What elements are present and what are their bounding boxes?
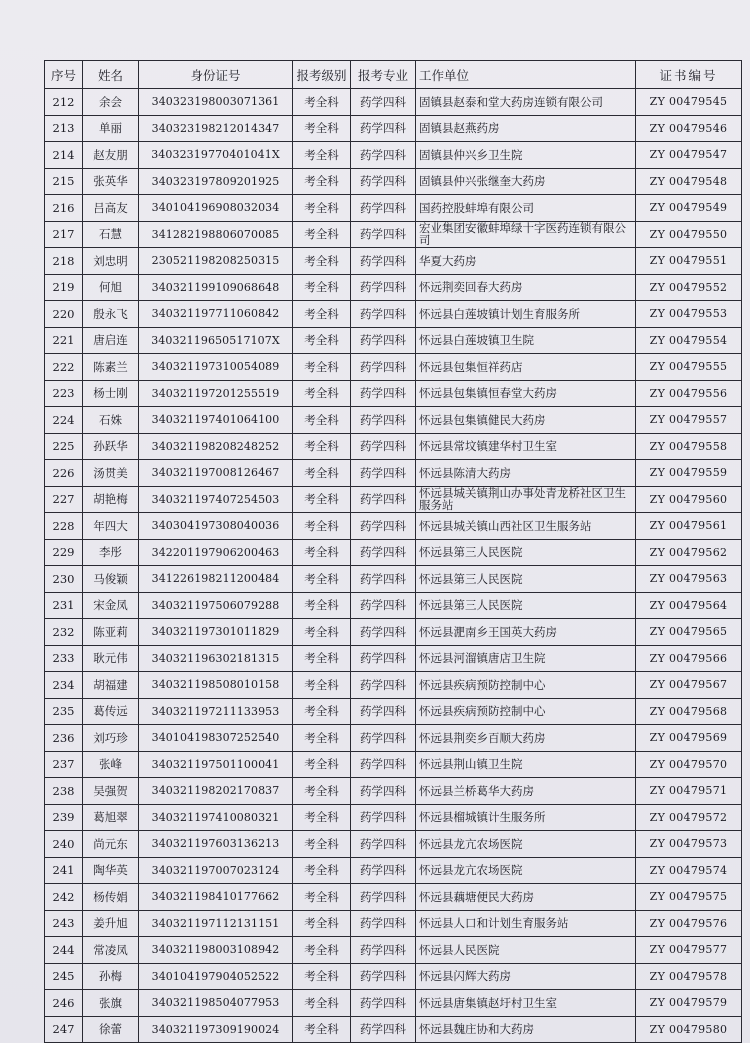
- cell-exam-major: 药学四科: [351, 619, 416, 646]
- cell-exam-major: 药学四科: [351, 327, 416, 354]
- cell-exam-major: 药学四科: [351, 566, 416, 593]
- cell-work-unit: 怀远县河溜镇唐店卫生院: [416, 645, 636, 672]
- cell-exam-major: 药学四科: [351, 460, 416, 487]
- cell-exam-level: 考全科: [293, 804, 351, 831]
- cell-exam-major: 药学四科: [351, 937, 416, 964]
- cell-index: 240: [45, 831, 83, 858]
- cell-name: 姜升旭: [83, 910, 139, 937]
- cell-id-number: 341282198806070085: [139, 221, 293, 248]
- cell-index: 231: [45, 592, 83, 619]
- cell-id-number: 340321198003108942: [139, 937, 293, 964]
- cell-id-number: 340321197407254503: [139, 486, 293, 513]
- cell-name: 葛旭翠: [83, 804, 139, 831]
- table-row: [45, 380, 742, 407]
- cell-work-unit: 怀远县藕塘便民大药房: [416, 884, 636, 911]
- cell-certificate-number: ZY 00479552: [636, 274, 742, 301]
- cell-name: 吕高友: [83, 195, 139, 222]
- cell-work-unit: 怀远县陈清大药房: [416, 460, 636, 487]
- cell-id-number: 340321197501100041: [139, 751, 293, 778]
- table-row: [45, 195, 742, 222]
- cell-index: 247: [45, 1016, 83, 1043]
- table-row: [45, 698, 742, 725]
- cell-certificate-number: ZY 00479565: [636, 619, 742, 646]
- table-row: [45, 645, 742, 672]
- cell-name: 宋金凤: [83, 592, 139, 619]
- table-header-row: [45, 61, 742, 89]
- cell-name: 唐启连: [83, 327, 139, 354]
- cell-exam-major: 药学四科: [351, 380, 416, 407]
- header-index: 序号: [45, 61, 83, 89]
- cell-index: 222: [45, 354, 83, 381]
- cell-exam-major: 药学四科: [351, 539, 416, 566]
- cell-work-unit: 怀远县包集恒祥药店: [416, 354, 636, 381]
- cell-id-number: 340323197809201925: [139, 168, 293, 195]
- cell-id-number: 340104197904052522: [139, 963, 293, 990]
- cell-exam-level: 考全科: [293, 884, 351, 911]
- cell-id-number: 340321198202170837: [139, 778, 293, 805]
- cell-id-number: 34032319770401041X: [139, 142, 293, 169]
- cell-exam-level: 考全科: [293, 354, 351, 381]
- cell-name: 余会: [83, 89, 139, 116]
- cell-exam-major: 药学四科: [351, 778, 416, 805]
- cell-index: 215: [45, 168, 83, 195]
- cell-id-number: 342201197906200463: [139, 539, 293, 566]
- cell-exam-level: 考全科: [293, 725, 351, 752]
- cell-exam-major: 药学四科: [351, 884, 416, 911]
- cell-exam-level: 考全科: [293, 248, 351, 275]
- cell-work-unit: 怀远县榴城镇计生服务所: [416, 804, 636, 831]
- cell-work-unit: 怀远县人口和计划生育服务站: [416, 910, 636, 937]
- table-row: [45, 89, 742, 116]
- cell-certificate-number: ZY 00479562: [636, 539, 742, 566]
- cell-exam-level: 考全科: [293, 910, 351, 937]
- cell-exam-major: 药学四科: [351, 698, 416, 725]
- cell-work-unit: 固镇县仲兴乡卫生院: [416, 142, 636, 169]
- cell-exam-major: 药学四科: [351, 486, 416, 513]
- cell-index: 242: [45, 884, 83, 911]
- cell-id-number: 340321198410177662: [139, 884, 293, 911]
- cell-exam-major: 药学四科: [351, 89, 416, 116]
- cell-exam-level: 考全科: [293, 857, 351, 884]
- table-row: [45, 221, 742, 248]
- cell-exam-level: 考全科: [293, 513, 351, 540]
- cell-exam-major: 药学四科: [351, 115, 416, 142]
- cell-index: 216: [45, 195, 83, 222]
- cell-certificate-number: ZY 00479550: [636, 221, 742, 248]
- cell-certificate-number: ZY 00479545: [636, 89, 742, 116]
- cell-exam-level: 考全科: [293, 539, 351, 566]
- cell-certificate-number: ZY 00479547: [636, 142, 742, 169]
- cell-certificate-number: ZY 00479557: [636, 407, 742, 434]
- cell-name: 杨士刚: [83, 380, 139, 407]
- cell-index: 219: [45, 274, 83, 301]
- cell-exam-major: 药学四科: [351, 831, 416, 858]
- cell-exam-major: 药学四科: [351, 274, 416, 301]
- cell-id-number: 340321199109068648: [139, 274, 293, 301]
- cell-name: 陶华英: [83, 857, 139, 884]
- cell-exam-level: 考全科: [293, 990, 351, 1017]
- table-row: [45, 963, 742, 990]
- cell-id-number: 341226198211200484: [139, 566, 293, 593]
- table-row: [45, 248, 742, 275]
- cell-exam-major: 药学四科: [351, 407, 416, 434]
- table-row: [45, 990, 742, 1017]
- cell-id-number: 340321197401064100: [139, 407, 293, 434]
- cell-work-unit: 怀远县第三人民医院: [416, 592, 636, 619]
- table-row: [45, 354, 742, 381]
- cell-index: 230: [45, 566, 83, 593]
- table-row: [45, 327, 742, 354]
- cell-work-unit: 怀远县荆奕乡百顺大药房: [416, 725, 636, 752]
- cell-id-number: 340321197201255519: [139, 380, 293, 407]
- cell-certificate-number: ZY 00479569: [636, 725, 742, 752]
- table-row: [45, 407, 742, 434]
- cell-certificate-number: ZY 00479575: [636, 884, 742, 911]
- table-row: [45, 804, 742, 831]
- header-name: 姓名: [83, 61, 139, 89]
- cell-id-number: 340321197211133953: [139, 698, 293, 725]
- cell-work-unit: 怀远县常坟镇建华村卫生室: [416, 433, 636, 460]
- cell-index: 241: [45, 857, 83, 884]
- cell-index: 212: [45, 89, 83, 116]
- cell-certificate-number: ZY 00479555: [636, 354, 742, 381]
- cell-index: 246: [45, 990, 83, 1017]
- table-row: [45, 778, 742, 805]
- cell-id-number: 34032119650517107X: [139, 327, 293, 354]
- header-exam-level: 报考级别: [293, 61, 351, 89]
- cell-exam-major: 药学四科: [351, 672, 416, 699]
- cell-id-number: 340321198208248252: [139, 433, 293, 460]
- cell-name: 刘忠明: [83, 248, 139, 275]
- cell-work-unit: 固镇县赵泰和堂大药房连锁有限公司: [416, 89, 636, 116]
- cell-exam-level: 考全科: [293, 407, 351, 434]
- cell-certificate-number: ZY 00479574: [636, 857, 742, 884]
- cell-name: 年四大: [83, 513, 139, 540]
- cell-certificate-number: ZY 00479579: [636, 990, 742, 1017]
- cell-id-number: 340104196908032034: [139, 195, 293, 222]
- cell-index: 244: [45, 937, 83, 964]
- cell-index: 237: [45, 751, 83, 778]
- cell-exam-level: 考全科: [293, 433, 351, 460]
- cell-exam-major: 药学四科: [351, 142, 416, 169]
- cell-work-unit: 怀远县第三人民医院: [416, 539, 636, 566]
- cell-exam-major: 药学四科: [351, 1016, 416, 1043]
- table-row: [45, 619, 742, 646]
- cell-certificate-number: ZY 00479548: [636, 168, 742, 195]
- cell-index: 245: [45, 963, 83, 990]
- table-body: [45, 89, 742, 1043]
- cell-exam-level: 考全科: [293, 89, 351, 116]
- cell-exam-major: 药学四科: [351, 725, 416, 752]
- cell-work-unit: 怀远县包集镇健民大药房: [416, 407, 636, 434]
- cell-work-unit: 怀远县兰桥葛华大药房: [416, 778, 636, 805]
- cell-index: 225: [45, 433, 83, 460]
- cell-certificate-number: ZY 00479549: [636, 195, 742, 222]
- cell-certificate-number: ZY 00479571: [636, 778, 742, 805]
- table-row: [45, 884, 742, 911]
- cell-exam-level: 考全科: [293, 592, 351, 619]
- table-row: [45, 937, 742, 964]
- cell-name: 殷永飞: [83, 301, 139, 328]
- cell-work-unit: 怀远县疾病预防控制中心: [416, 672, 636, 699]
- cell-exam-major: 药学四科: [351, 804, 416, 831]
- cell-name: 吴强贺: [83, 778, 139, 805]
- cell-exam-major: 药学四科: [351, 248, 416, 275]
- cell-id-number: 340321197410080321: [139, 804, 293, 831]
- table-row: [45, 831, 742, 858]
- cell-exam-major: 药学四科: [351, 751, 416, 778]
- cell-exam-level: 考全科: [293, 301, 351, 328]
- table-row: [45, 168, 742, 195]
- cell-index: 218: [45, 248, 83, 275]
- cell-name: 尚元东: [83, 831, 139, 858]
- cell-index: 232: [45, 619, 83, 646]
- cell-id-number: 340321198508010158: [139, 672, 293, 699]
- cell-work-unit: 怀远县龙亢农场医院: [416, 831, 636, 858]
- cell-index: 243: [45, 910, 83, 937]
- cell-exam-major: 药学四科: [351, 857, 416, 884]
- cell-exam-major: 药学四科: [351, 168, 416, 195]
- cell-exam-level: 考全科: [293, 274, 351, 301]
- cell-work-unit: 怀远县城关镇荆山办事处青龙桥社区卫生服务站: [416, 486, 636, 513]
- cell-certificate-number: ZY 00479578: [636, 963, 742, 990]
- table-row: [45, 592, 742, 619]
- cell-exam-level: 考全科: [293, 751, 351, 778]
- cell-exam-level: 考全科: [293, 168, 351, 195]
- cell-index: 226: [45, 460, 83, 487]
- cell-certificate-number: ZY 00479558: [636, 433, 742, 460]
- cell-work-unit: 怀远县唐集镇赵圩村卫生室: [416, 990, 636, 1017]
- cell-exam-level: 考全科: [293, 831, 351, 858]
- cell-name: 耿元伟: [83, 645, 139, 672]
- cell-name: 石慧: [83, 221, 139, 248]
- cell-name: 刘巧珍: [83, 725, 139, 752]
- cell-work-unit: 固镇县仲兴张继奎大药房: [416, 168, 636, 195]
- cell-index: 234: [45, 672, 83, 699]
- cell-name: 陈素兰: [83, 354, 139, 381]
- cell-work-unit: 怀远县荆山镇卫生院: [416, 751, 636, 778]
- cell-certificate-number: ZY 00479564: [636, 592, 742, 619]
- cell-name: 李彤: [83, 539, 139, 566]
- cell-exam-level: 考全科: [293, 221, 351, 248]
- table-row: [45, 486, 742, 513]
- cell-id-number: 340321198504077953: [139, 990, 293, 1017]
- cell-exam-level: 考全科: [293, 963, 351, 990]
- cell-exam-level: 考全科: [293, 380, 351, 407]
- cell-exam-major: 药学四科: [351, 592, 416, 619]
- cell-id-number: 340321197301011829: [139, 619, 293, 646]
- table-row: [45, 301, 742, 328]
- cell-exam-major: 药学四科: [351, 963, 416, 990]
- cell-index: 229: [45, 539, 83, 566]
- cell-work-unit: 怀远县人民医院: [416, 937, 636, 964]
- cell-exam-level: 考全科: [293, 460, 351, 487]
- cell-id-number: 340321197711060842: [139, 301, 293, 328]
- cell-certificate-number: ZY 00479566: [636, 645, 742, 672]
- cell-name: 何旭: [83, 274, 139, 301]
- cell-certificate-number: ZY 00479570: [636, 751, 742, 778]
- cell-id-number: 340321197506079288: [139, 592, 293, 619]
- cell-name: 单丽: [83, 115, 139, 142]
- cell-name: 孙跃华: [83, 433, 139, 460]
- cell-name: 杨传娟: [83, 884, 139, 911]
- cell-name: 汤贯美: [83, 460, 139, 487]
- table-row: [45, 566, 742, 593]
- cell-certificate-number: ZY 00479551: [636, 248, 742, 275]
- cell-work-unit: 怀远县第三人民医院: [416, 566, 636, 593]
- table-row: [45, 539, 742, 566]
- cell-certificate-number: ZY 00479560: [636, 486, 742, 513]
- cell-name: 张英华: [83, 168, 139, 195]
- table-row: [45, 274, 742, 301]
- certificate-roster-table: [44, 60, 742, 1043]
- cell-index: 221: [45, 327, 83, 354]
- cell-id-number: 340321197112131151: [139, 910, 293, 937]
- cell-exam-level: 考全科: [293, 698, 351, 725]
- cell-id-number: 230521198208250315: [139, 248, 293, 275]
- cell-work-unit: 怀远县城关镇山西社区卫生服务站: [416, 513, 636, 540]
- cell-id-number: 340323198003071361: [139, 89, 293, 116]
- cell-index: 217: [45, 221, 83, 248]
- cell-exam-level: 考全科: [293, 672, 351, 699]
- table-row: [45, 857, 742, 884]
- cell-name: 石姝: [83, 407, 139, 434]
- table-row: [45, 460, 742, 487]
- cell-index: 220: [45, 301, 83, 328]
- cell-exam-major: 药学四科: [351, 433, 416, 460]
- cell-work-unit: 怀远荆奕回春大药房: [416, 274, 636, 301]
- cell-work-unit: 怀远县魏庄协和大药房: [416, 1016, 636, 1043]
- table-row: [45, 910, 742, 937]
- table-row: [45, 672, 742, 699]
- cell-work-unit: 怀远县白莲坡镇卫生院: [416, 327, 636, 354]
- table-row: [45, 751, 742, 778]
- cell-id-number: 340323198212014347: [139, 115, 293, 142]
- cell-exam-level: 考全科: [293, 1016, 351, 1043]
- cell-index: 224: [45, 407, 83, 434]
- cell-index: 239: [45, 804, 83, 831]
- cell-work-unit: 怀远县闪辉大药房: [416, 963, 636, 990]
- cell-name: 葛传远: [83, 698, 139, 725]
- cell-index: 236: [45, 725, 83, 752]
- cell-certificate-number: ZY 00479577: [636, 937, 742, 964]
- table-row: [45, 142, 742, 169]
- cell-index: 214: [45, 142, 83, 169]
- cell-certificate-number: ZY 00479576: [636, 910, 742, 937]
- cell-exam-level: 考全科: [293, 486, 351, 513]
- cell-work-unit: 怀远县白莲坡镇计划生育服务所: [416, 301, 636, 328]
- cell-name: 常凌凤: [83, 937, 139, 964]
- cell-exam-major: 药学四科: [351, 195, 416, 222]
- cell-exam-level: 考全科: [293, 778, 351, 805]
- cell-certificate-number: ZY 00479573: [636, 831, 742, 858]
- cell-certificate-number: ZY 00479546: [636, 115, 742, 142]
- cell-index: 233: [45, 645, 83, 672]
- table-row: [45, 115, 742, 142]
- cell-id-number: 340304197308040036: [139, 513, 293, 540]
- header-certificate-number: 证书编号: [636, 61, 742, 89]
- cell-certificate-number: ZY 00479554: [636, 327, 742, 354]
- cell-index: 228: [45, 513, 83, 540]
- cell-certificate-number: ZY 00479568: [636, 698, 742, 725]
- table-row: [45, 725, 742, 752]
- cell-exam-major: 药学四科: [351, 645, 416, 672]
- cell-exam-level: 考全科: [293, 566, 351, 593]
- cell-exam-level: 考全科: [293, 115, 351, 142]
- cell-exam-level: 考全科: [293, 937, 351, 964]
- cell-name: 张旗: [83, 990, 139, 1017]
- cell-id-number: 340321196302181315: [139, 645, 293, 672]
- cell-work-unit: 怀远县疾病预防控制中心: [416, 698, 636, 725]
- cell-id-number: 340321197310054089: [139, 354, 293, 381]
- table-row: [45, 433, 742, 460]
- cell-certificate-number: ZY 00479556: [636, 380, 742, 407]
- cell-index: 213: [45, 115, 83, 142]
- cell-id-number: 340104198307252540: [139, 725, 293, 752]
- cell-exam-level: 考全科: [293, 645, 351, 672]
- cell-exam-level: 考全科: [293, 619, 351, 646]
- cell-certificate-number: ZY 00479580: [636, 1016, 742, 1043]
- cell-exam-major: 药学四科: [351, 990, 416, 1017]
- cell-id-number: 340321197007023124: [139, 857, 293, 884]
- cell-name: 陈亚莉: [83, 619, 139, 646]
- cell-work-unit: 固镇县赵燕药房: [416, 115, 636, 142]
- cell-work-unit: 华夏大药房: [416, 248, 636, 275]
- cell-exam-level: 考全科: [293, 142, 351, 169]
- cell-exam-major: 药学四科: [351, 354, 416, 381]
- cell-work-unit: 怀远县淝南乡王国英大药房: [416, 619, 636, 646]
- cell-exam-major: 药学四科: [351, 221, 416, 248]
- cell-id-number: 340321197603136213: [139, 831, 293, 858]
- cell-name: 孙梅: [83, 963, 139, 990]
- cell-work-unit: 怀远县龙亢农场医院: [416, 857, 636, 884]
- cell-index: 235: [45, 698, 83, 725]
- cell-certificate-number: ZY 00479572: [636, 804, 742, 831]
- cell-name: 徐蕾: [83, 1016, 139, 1043]
- cell-work-unit: 怀远县包集镇恒春堂大药房: [416, 380, 636, 407]
- cell-id-number: 340321197008126467: [139, 460, 293, 487]
- cell-name: 张峰: [83, 751, 139, 778]
- cell-exam-level: 考全科: [293, 195, 351, 222]
- cell-work-unit: 宏业集团安徽蚌埠绿十字医药连锁有限公司: [416, 221, 636, 248]
- cell-name: 赵友朋: [83, 142, 139, 169]
- cell-exam-major: 药学四科: [351, 513, 416, 540]
- cell-certificate-number: ZY 00479559: [636, 460, 742, 487]
- cell-exam-level: 考全科: [293, 327, 351, 354]
- cell-certificate-number: ZY 00479563: [636, 566, 742, 593]
- header-exam-major: 报考专业: [351, 61, 416, 89]
- header-work-unit: 工作单位: [416, 61, 636, 89]
- cell-index: 227: [45, 486, 83, 513]
- cell-name: 胡艳梅: [83, 486, 139, 513]
- cell-work-unit: 国药控股蚌埠有限公司: [416, 195, 636, 222]
- cell-id-number: 340321197309190024: [139, 1016, 293, 1043]
- table-row: [45, 513, 742, 540]
- cell-exam-major: 药学四科: [351, 301, 416, 328]
- cell-certificate-number: ZY 00479567: [636, 672, 742, 699]
- cell-exam-major: 药学四科: [351, 910, 416, 937]
- cell-index: 223: [45, 380, 83, 407]
- cell-index: 238: [45, 778, 83, 805]
- table-row: [45, 1016, 742, 1043]
- cell-certificate-number: ZY 00479553: [636, 301, 742, 328]
- cell-name: 马俊颖: [83, 566, 139, 593]
- header-id-number: 身份证号: [139, 61, 293, 89]
- cell-name: 胡福建: [83, 672, 139, 699]
- cell-certificate-number: ZY 00479561: [636, 513, 742, 540]
